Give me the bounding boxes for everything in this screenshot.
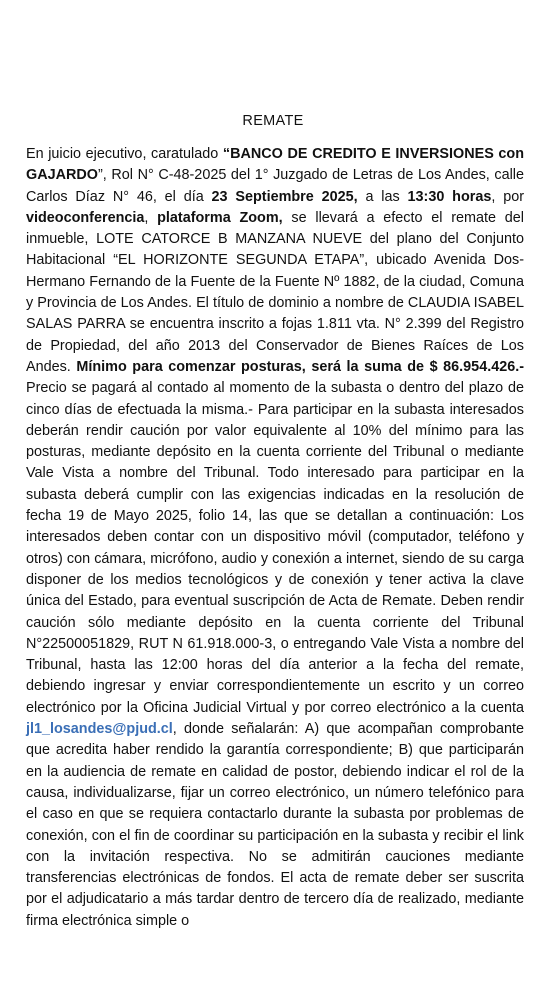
text-segment: Precio se pagará al contado al momento de la subasta o dentro del plazo de cinco días de efectuada la misma.- Para participar en la subasta interesados deberán rendir caución por valor equivalente al 10% del mínimo para las posturas, mediante depósito en la cuenta corriente del Tribunal o mediante Vale Vista a nombre del Tribunal. Todo interesado para participar en la subasta deberá cumplir con las exigencias indicadas en la resolución de fecha 19 de Mayo 2025, folio 14, las que se detallan a continuación: Los interesados deben contar con un dispositivo móvil (computador, teléfono y otros) con cámara, micrófono, audio y conexión a internet, siendo de su carga disponer de los medios tecnológicos y de conexión y tener activa la clave única del Estado, para eventual suscripción de Acta de Remate. Deben rendir caución sólo mediante depósito en la cuenta corriente del Tribunal N°22500051829, RUT N 61.918.000-3, o entregando Vale Vista a nombre del Tribunal, hasta las 12:00 horas del día anterior a la fecha del remate, debiendo ingresar y enviar correspondientemente un escrito y un correo electrónico por la Oficina Judicial Virtual y por correo electrónico a la cuenta	[26, 380, 524, 716]
bold-text-segment: “BANCO DE CREDITO E INVERSIONES con GAJARDO	[26, 146, 524, 184]
bold-text-segment: plataforma Zoom,	[157, 209, 283, 226]
text-segment: se llevará a efecto el remate del inmueble, LOTE CATORCE B MANZANA NUEVE del plano del Conjunto Habitacional “EL HORIZONTE SEGUNDA ETAPA”, ubicado Avenida Dos-Hermano Fernando de la Fuente de la Fuente Nº 1882, de la ciudad, Comuna y Provincia de Los Andes. El título de dominio a nombre de CLAUDIA ISABEL SALAS PARRA se encuentra inscrito a fojas 1.811 vta. N° 2.399 del Registro de Propiedad, del año 2013 del Conservador de Bienes Raíces de Los Andes.	[26, 209, 524, 375]
bold-text-segment: 13:30 horas	[407, 188, 492, 205]
text-segment: ”, Rol N° C-48-2025 del 1° Juzgado de Letras de Los Andes, calle Carlos Díaz N° 46, el día	[26, 167, 524, 205]
text-segment: ,	[144, 209, 158, 226]
bold-text-segment: 23 Septiembre 2025,	[211, 188, 358, 205]
text-segment: , donde señalarán: A) que acompañan comprobante que acredita haber rendido la garantía correspondiente; B) que participarán en la audiencia de remate en calidad de postor, debiendo indicar el rol de la causa, individualizarse, fijar un correo electrónico, un número telefónico para el caso en que se requiera contactarlo durante la subasta por problemas de conexión, con el fin de coordinar su participación en la subasta y recibir el link con la invitación respectiva. No se admitirán cauciones mediante transferencias electrónicas de fondos. El acta de remate deber ser suscrita por el adjudicatario a más tardar dentro de tercero día de realizado, mediante firma electrónica simple o	[26, 721, 524, 929]
text-segment: En juicio ejecutivo, caratulado	[26, 146, 223, 162]
email-link[interactable]: jl1_losandes@pjud.cl	[26, 721, 173, 738]
text-segment: a las	[357, 188, 408, 205]
document-body	[26, 144, 524, 932]
document-title: REMATE	[242, 113, 304, 129]
text-segment: , por	[491, 188, 525, 205]
bold-text-segment: Mínimo para comenzar posturas, será la suma de $ 86.954.426.-	[76, 358, 524, 375]
bold-text-segment: videoconferencia	[26, 209, 145, 226]
